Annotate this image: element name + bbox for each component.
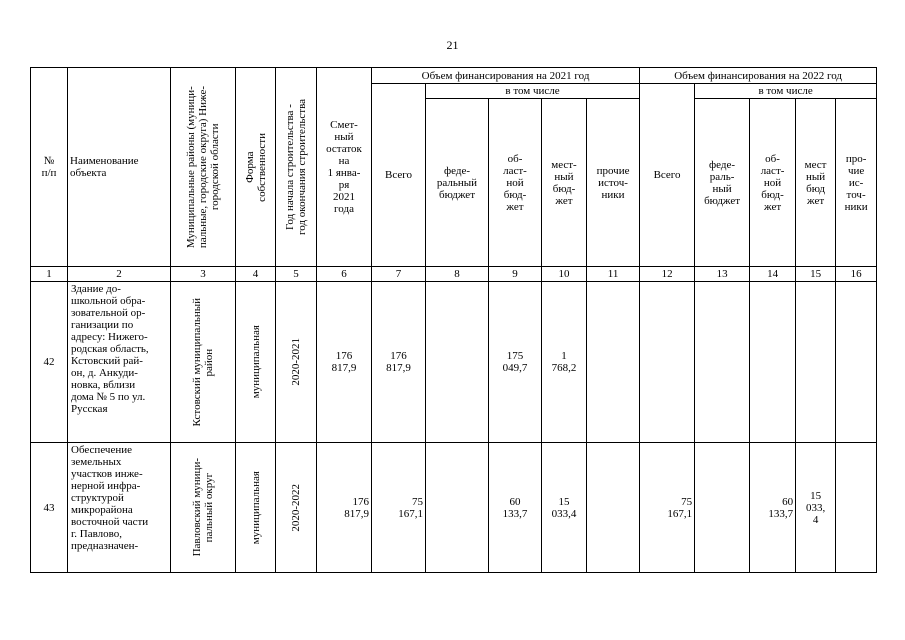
column-number: 13	[695, 267, 750, 282]
column-number: 3	[171, 267, 236, 282]
header-total-2022: Всего	[640, 84, 695, 267]
header-obl-2022: об- ласт- ной бюд- жет	[750, 99, 796, 267]
header-district-text: Муниципальные районы (муници- пальные, городские округа) Ниже- городской области	[185, 85, 221, 249]
fed-2022-value	[695, 443, 750, 573]
column-number: 4	[236, 267, 276, 282]
estimate-value: 176 817,9	[317, 443, 372, 573]
total-2022-value	[640, 282, 695, 443]
header-fed-2022: феде- раль- ный бюджет	[695, 99, 750, 267]
column-number: 11	[587, 267, 640, 282]
header-mest-2021: мест- ный бюд- жет	[542, 99, 587, 267]
header-mest-2022: мест ный бюд жет	[796, 99, 836, 267]
column-number: 12	[640, 267, 695, 282]
obl-2021-value: 60 133,7	[489, 443, 542, 573]
table-row	[31, 443, 877, 573]
column-number: 8	[426, 267, 489, 282]
column-number: 14	[750, 267, 796, 282]
header-name: Наименование объекта	[68, 68, 171, 267]
header-row-1	[31, 68, 877, 84]
column-number: 15	[796, 267, 836, 282]
estimate-value: 176 817,9	[317, 282, 372, 443]
column-number: 9	[489, 267, 542, 282]
years-text: 2020-2021	[290, 338, 302, 386]
header-num: № п/п	[31, 68, 68, 267]
header-years	[276, 68, 317, 267]
header-total-2021: Всего	[372, 84, 426, 267]
row-num: 43	[31, 443, 68, 573]
column-number: 1	[31, 267, 68, 282]
fed-2021-value	[426, 443, 489, 573]
column-number: 2	[68, 267, 171, 282]
header-ownership-text: Форма собственности	[243, 132, 268, 202]
obl-2022-value: 60 133,7	[750, 443, 796, 573]
header-group-2021: Объем финансирования на 2021 год	[372, 68, 640, 84]
mest-2022-value: 15 033, 4	[796, 443, 836, 573]
other-2022-value	[836, 282, 877, 443]
header-fed-2021: феде- ральный бюджет	[426, 99, 489, 267]
object-name: Обеспечение земельных участков инже- нерной инфра- структурой микрорайона восточной части г. Павлово, предназначен-	[68, 443, 171, 573]
column-number-row	[31, 267, 877, 282]
header-group-2022: Объем финансирования на 2022 год	[640, 68, 877, 84]
column-number: 10	[542, 267, 587, 282]
fed-2021-value	[426, 282, 489, 443]
header-years-text: Год начала строительства - год окончания строительства	[284, 99, 308, 235]
obl-2022-value	[750, 282, 796, 443]
district-cell	[171, 443, 236, 573]
district-text: Павловский муници- пальный округ	[191, 458, 215, 557]
header-other-2021: прочие источ- ники	[587, 99, 640, 267]
ownership-cell	[236, 443, 276, 573]
table-row	[31, 282, 877, 443]
district-cell	[171, 282, 236, 443]
header-incl-2022: в том числе	[695, 84, 877, 99]
object-name: Здание до- школьной обра- зовательной ор- ганизации по адресу: Нижего- родская область, Кстовский рай- он, д. Анкуди- новка, вблизи дома № 5 по ул. Русская	[68, 282, 171, 443]
column-number: 16	[836, 267, 877, 282]
other-2021-value	[587, 282, 640, 443]
total-2021-value: 176 817,9	[372, 282, 426, 443]
total-2021-value: 75 167,1	[372, 443, 426, 573]
financing-table	[30, 67, 877, 573]
header-ownership	[236, 68, 276, 267]
mest-2022-value	[796, 282, 836, 443]
ownership-cell	[236, 282, 276, 443]
mest-2021-value: 1 768,2	[542, 282, 587, 443]
header-estimate: Смет- ный остаток на 1 янва- ря 2021 года	[317, 68, 372, 267]
district-text: Кстовский муниципальный район	[191, 297, 215, 427]
page-number: 21	[446, 38, 459, 52]
column-number: 7	[372, 267, 426, 282]
row-num: 42	[31, 282, 68, 443]
other-2022-value	[836, 443, 877, 573]
obl-2021-value: 175 049,7	[489, 282, 542, 443]
years-cell	[276, 443, 317, 573]
column-number: 5	[276, 267, 317, 282]
ownership-text: муниципальная	[249, 470, 262, 545]
total-2022-value: 75 167,1	[640, 443, 695, 573]
years-cell	[276, 282, 317, 443]
mest-2021-value: 15 033,4	[542, 443, 587, 573]
header-obl-2021: об- ласт- ной бюд- жет	[489, 99, 542, 267]
column-number: 6	[317, 267, 372, 282]
other-2021-value	[587, 443, 640, 573]
header-other-2022: про- чие ис- точ- ники	[836, 99, 877, 267]
years-text: 2020-2022	[290, 483, 302, 532]
header-incl-2021: в том числе	[426, 84, 640, 99]
ownership-text: муниципальная	[249, 325, 262, 399]
header-district	[171, 68, 236, 267]
fed-2022-value	[695, 282, 750, 443]
